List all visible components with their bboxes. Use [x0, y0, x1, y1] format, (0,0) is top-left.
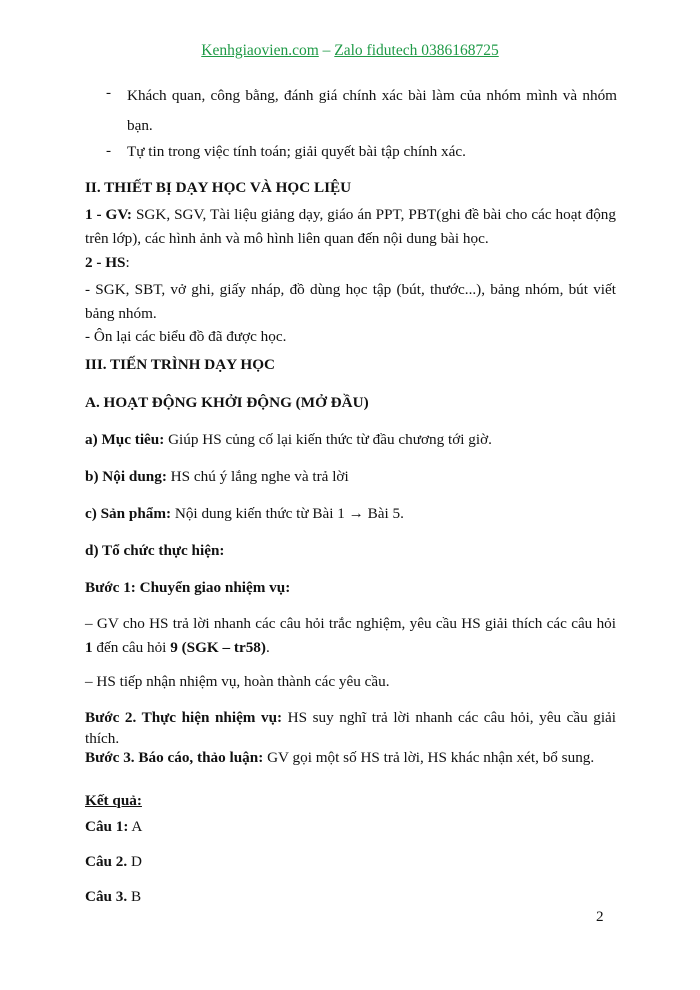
- page-header: [0, 42, 700, 60]
- bullet-item: Tự tin trong việc tính toán; giải quyết bài tập chính xác.: [127, 143, 466, 160]
- answer-line: [85, 850, 616, 874]
- muc-tieu-label: a) Mục tiêu:: [85, 431, 165, 448]
- answer-value: B: [127, 888, 142, 905]
- buoc2-paragraph: [85, 707, 616, 749]
- buoc1-heading: Bước 1: Chuyển giao nhiệm vụ:: [85, 579, 291, 596]
- ket-qua-heading: Kết quả:: [85, 792, 142, 809]
- hs-colon: :: [125, 254, 130, 271]
- buoc2-text: HS suy nghĩ trả lời nhanh các câu hỏi, yêu cầu giải thích.: [85, 709, 616, 747]
- answer-line: [85, 885, 616, 909]
- answer-label: Câu 3.: [85, 888, 128, 905]
- gv-task-ref: 9 (SGK – tr58): [170, 639, 266, 656]
- answer-value: A: [128, 818, 143, 835]
- gv-task-paragraph: [85, 612, 616, 660]
- hs-line: - Ôn lại các biểu đồ đã được học.: [85, 328, 287, 345]
- bullet-dash: -: [106, 84, 112, 101]
- hs-heading: [85, 251, 616, 275]
- header-site-link[interactable]: Kenhgiaovien.com: [201, 42, 319, 59]
- answer-label: Câu 1:: [85, 818, 129, 835]
- hs-label: 2 - HS: [85, 254, 126, 271]
- answer-value: D: [127, 853, 142, 870]
- gv-text: SGK, SGV, Tài liệu giảng dạy, giáo án PPT, PBT(ghi đề bài cho các hoạt động trên lớp), các hình ảnh và mô hình liên quan đến nội dung bài học.: [85, 206, 616, 247]
- header-contact[interactable]: Zalo fidutech 0386168725: [334, 42, 499, 59]
- hs-line: - SGK, SBT, vở ghi, giấy nháp, đồ dùng học tập (bút, thước...), bảng nhóm, bút viết bảng nhóm.: [85, 281, 616, 322]
- page-number: 2: [596, 908, 604, 925]
- gv-task-text-mid: đến câu hỏi: [92, 639, 171, 656]
- noi-dung-line: [85, 465, 616, 489]
- bullet-item: Khách quan, công bằng, đánh giá chính xác bài làm của nhóm mình và nhóm bạn.: [127, 87, 617, 134]
- header-separator: –: [318, 42, 335, 59]
- gv-task-num-start: 1: [85, 639, 93, 656]
- san-pham-label: c) Sản phẩm:: [85, 505, 172, 522]
- buoc3-label: Bước 3. Báo cáo, thảo luận:: [85, 749, 264, 766]
- buoc3-paragraph: [85, 747, 616, 768]
- gv-paragraph: [85, 203, 616, 251]
- buoc2-label: Bước 2. Thực hiện nhiệm vụ:: [85, 709, 283, 726]
- gv-task-period: .: [265, 639, 270, 656]
- answer-label: Câu 2.: [85, 853, 128, 870]
- gv-task-text: – GV cho HS trả lời nhanh các câu hỏi trắc nghiệm, yêu cầu HS giải thích các câu hỏi: [85, 615, 616, 632]
- muc-tieu-line: [85, 428, 616, 452]
- to-chuc-heading: d) Tổ chức thực hiện:: [85, 542, 225, 559]
- noi-dung-text: HS chú ý lắng nghe và trả lời: [166, 468, 349, 485]
- section-heading: III. TIẾN TRÌNH DẠY HỌC: [85, 356, 276, 373]
- hs-task-line: – HS tiếp nhận nhiệm vụ, hoàn thành các yêu cầu.: [85, 673, 390, 690]
- san-pham-text: Nội dung kiến thức từ Bài 1 → Bài 5.: [171, 505, 404, 522]
- san-pham-line: [85, 502, 616, 526]
- subsection-heading: A. HOẠT ĐỘNG KHỞI ĐỘNG (MỞ ĐẦU): [85, 394, 369, 411]
- muc-tieu-text: Giúp HS củng cố lại kiến thức từ đầu chương tới giờ.: [164, 431, 492, 448]
- noi-dung-label: b) Nội dung:: [85, 468, 167, 485]
- section-heading: II. THIẾT BỊ DẠY HỌC VÀ HỌC LIỆU: [85, 179, 352, 196]
- gv-label: 1 - GV:: [85, 206, 132, 223]
- buoc3-text: GV gọi một số HS trả lời, HS khác nhận xét, bổ sung.: [263, 749, 595, 766]
- bullet-dash: -: [106, 142, 112, 159]
- answer-line: [85, 815, 616, 839]
